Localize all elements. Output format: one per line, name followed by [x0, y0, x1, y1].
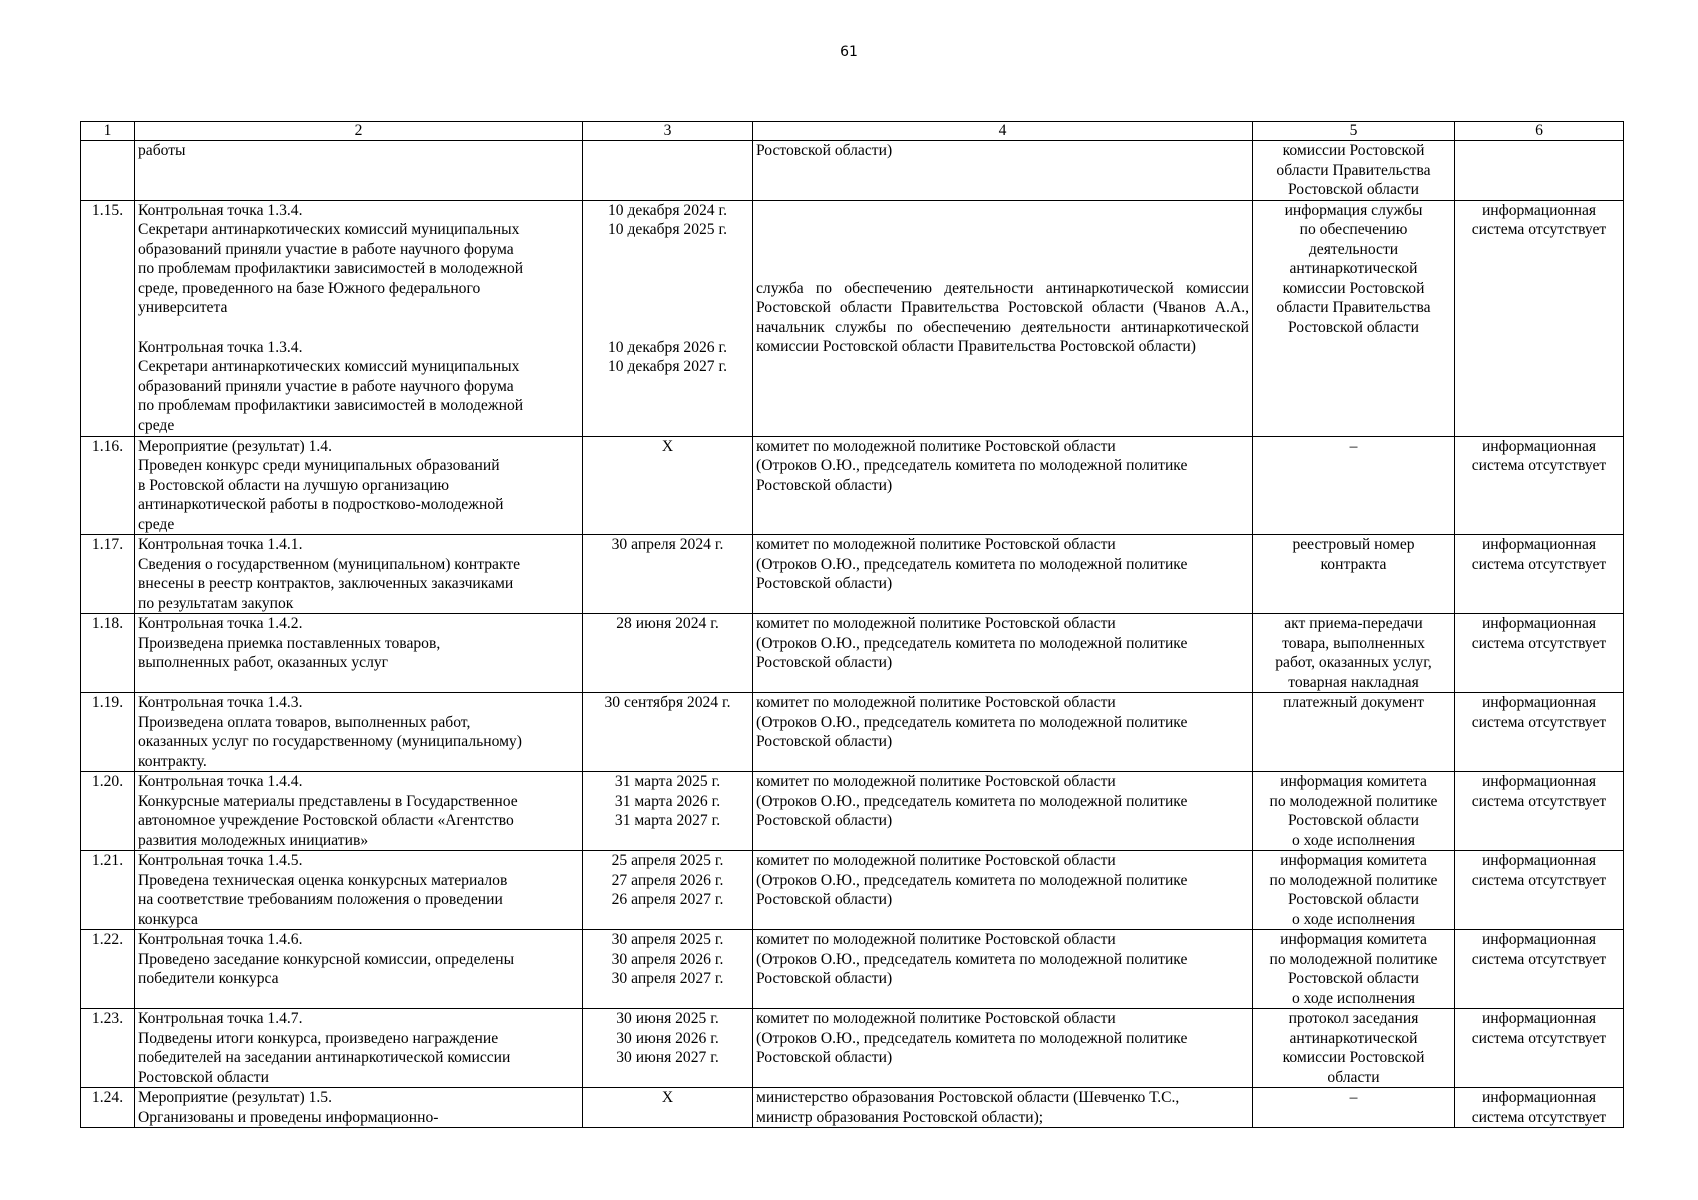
column-number: 2 — [135, 122, 583, 141]
row-dates-part-a: 10 декабря 2024 г. 10 декабря 2025 г. — [607, 201, 728, 238]
row-text: Контрольная точка 1.4.6. Проведено заседание конкурсной комиссии, определены победители конкурса — [135, 930, 583, 1009]
table-row — [81, 141, 1624, 201]
table-row — [81, 772, 1624, 851]
row-system: информационная система отсутствует — [1455, 436, 1624, 535]
row-responsible: комитет по молодежной политике Ростовской области (Отроков О.Ю., председатель комитета по молодежной политике Ростовской области) — [753, 772, 1253, 851]
row-document: информация комитета по молодежной политике Ростовской области о ходе исполнения — [1253, 851, 1455, 930]
table-row — [81, 200, 1624, 436]
row-text-part-a: Контрольная точка 1.3.4. Секретари антинаркотических комиссий муниципальных образований приняли участие в работе научного форума по проблемам профилактики зависимостей в молодежной среде, проведенного на базе Южного федерального университета — [138, 201, 524, 316]
column-number: 6 — [1455, 122, 1624, 141]
row-responsible: комитет по молодежной политике Ростовской области (Отроков О.Ю., председатель комитета по молодежной политике Ростовской области) — [753, 930, 1253, 1009]
plan-table — [80, 121, 1624, 1128]
row-system: информационная система отсутствует — [1455, 200, 1624, 436]
row-dates: 28 июня 2024 г. — [583, 614, 753, 693]
row-text: работы — [135, 141, 583, 201]
row-responsible: комитет по молодежной политике Ростовской области (Отроков О.Ю., председатель комитета по молодежной политике Ростовской области) — [753, 851, 1253, 930]
row-text: Контрольная точка 1.4.2. Произведена приемка поставленных товаров, выполненных работ, оказанных услуг — [135, 614, 583, 693]
table-row — [81, 614, 1624, 693]
row-system: информационная система отсутствует — [1455, 851, 1624, 930]
row-dates: 30 апреля 2024 г. — [583, 535, 753, 614]
row-text: Контрольная точка 1.4.4. Конкурсные материалы представлены в Государственное автономное учреждение Ростовской области «Агентство развития молодежных инициатив» — [135, 772, 583, 851]
row-number: 1.24. — [81, 1088, 135, 1128]
row-dates: 31 марта 2025 г. 31 марта 2026 г. 31 марта 2027 г. — [583, 772, 753, 851]
row-number: 1.22. — [81, 930, 135, 1009]
page-number: 61 — [840, 44, 858, 60]
row-number: 1.20. — [81, 772, 135, 851]
row-number: 1.21. — [81, 851, 135, 930]
row-number: 1.18. — [81, 614, 135, 693]
row-dates: 25 апреля 2025 г. 27 апреля 2026 г. 26 апреля 2027 г. — [583, 851, 753, 930]
row-document: реестровый номер контракта — [1253, 535, 1455, 614]
row-number: 1.19. — [81, 693, 135, 772]
row-dates-part-b: 10 декабря 2026 г. 10 декабря 2027 г. — [607, 338, 728, 375]
row-responsible: министерство образования Ростовской области (Шевченко Т.С., министр образования Ростовской области); — [753, 1088, 1253, 1128]
row-responsible: комитет по молодежной политике Ростовской области (Отроков О.Ю., председатель комитета по молодежной политике Ростовской области) — [753, 535, 1253, 614]
row-responsible — [753, 200, 1253, 436]
row-system: информационная система отсутствует — [1455, 614, 1624, 693]
table-row — [81, 436, 1624, 535]
row-responsible: комитет по молодежной политике Ростовской области (Отроков О.Ю., председатель комитета по молодежной политике Ростовской области) — [753, 614, 1253, 693]
row-dates: Х — [583, 1088, 753, 1128]
row-number: 1.17. — [81, 535, 135, 614]
row-text: Мероприятие (результат) 1.5. Организованы и проведены информационно- — [135, 1088, 583, 1128]
column-number-row — [81, 122, 1624, 141]
row-system: информационная система отсутствует — [1455, 1009, 1624, 1088]
row-responsible: комитет по молодежной политике Ростовской области (Отроков О.Ю., председатель комитета по молодежной политике Ростовской области) — [753, 1009, 1253, 1088]
row-document: протокол заседания антинаркотической комиссии Ростовской области — [1253, 1009, 1455, 1088]
table-row — [81, 1009, 1624, 1088]
row-document: – — [1253, 1088, 1455, 1128]
row-system — [1455, 141, 1624, 201]
row-document: акт приема-передачи товара, выполненных работ, оказанных услуг, товарная накладная — [1253, 614, 1455, 693]
row-dates: 30 сентября 2024 г. — [583, 693, 753, 772]
table-row — [81, 851, 1624, 930]
row-document: платежный документ — [1253, 693, 1455, 772]
column-number: 4 — [753, 122, 1253, 141]
row-document: информация комитета по молодежной политике Ростовской области о ходе исполнения — [1253, 772, 1455, 851]
row-dates — [583, 141, 753, 201]
row-text: Контрольная точка 1.4.7. Подведены итоги конкурса, произведено награждение победителей на заседании антинаркотической комиссии Ростовской области — [135, 1009, 583, 1088]
row-dates: Х — [583, 436, 753, 535]
column-number: 3 — [583, 122, 753, 141]
row-responsible: комитет по молодежной политике Ростовской области (Отроков О.Ю., председатель комитета по молодежной политике Ростовской области) — [753, 693, 1253, 772]
table-row — [81, 1088, 1624, 1128]
row-number: 1.23. — [81, 1009, 135, 1088]
table-row — [81, 535, 1624, 614]
row-responsible-text: служба по обеспечению деятельности антинаркотической комиссии Ростовской области Правительства Ростовской области (Чванов А.А., начальник службы по обеспечению деятельности антинаркотической комиссии Ростовской области Правительства Ростовской области) — [756, 279, 1249, 355]
row-system: информационная система отсутствует — [1455, 772, 1624, 851]
row-number: 1.15. — [81, 200, 135, 436]
table-row — [81, 693, 1624, 772]
row-text: Контрольная точка 1.4.5. Проведена техническая оценка конкурсных материалов на соответствие требованиям положения о проведении конкурса — [135, 851, 583, 930]
column-number: 1 — [81, 122, 135, 141]
row-system: информационная система отсутствует — [1455, 535, 1624, 614]
row-responsible: Ростовской области) — [753, 141, 1253, 201]
row-number — [81, 141, 135, 201]
row-text: Контрольная точка 1.4.1. Сведения о государственном (муниципальном) контракте внесены в реестр контрактов, заключенных заказчиками по результатам закупок — [135, 535, 583, 614]
row-dates: 30 июня 2025 г. 30 июня 2026 г. 30 июня 2027 г. — [583, 1009, 753, 1088]
row-responsible: комитет по молодежной политике Ростовской области (Отроков О.Ю., председатель комитета по молодежной политике Ростовской области) — [753, 436, 1253, 535]
row-system: информационная система отсутствует — [1455, 693, 1624, 772]
row-text-part-b: Контрольная точка 1.3.4. Секретари антинаркотических комиссий муниципальных образований приняли участие в работе научного форума по проблемам профилактики зависимостей в молодежной среде — [138, 338, 524, 434]
row-text — [135, 200, 583, 436]
row-document: информация службы по обеспечению деятельности антинаркотической комиссии Ростовской области Правительства Ростовской области — [1253, 200, 1455, 436]
row-document: – — [1253, 436, 1455, 535]
table-row — [81, 930, 1624, 1009]
row-system: информационная система отсутствует — [1455, 1088, 1624, 1128]
column-number: 5 — [1253, 122, 1455, 141]
row-number: 1.16. — [81, 436, 135, 535]
row-text: Мероприятие (результат) 1.4. Проведен конкурс среди муниципальных образований в Ростовской области на лучшую организацию антинаркотической работы в подростково-молодежной среде — [135, 436, 583, 535]
row-text: Контрольная точка 1.4.3. Произведена оплата товаров, выполненных работ, оказанных услуг по государственному (муниципальному) контракту. — [135, 693, 583, 772]
row-system: информационная система отсутствует — [1455, 930, 1624, 1009]
row-document: информация комитета по молодежной политике Ростовской области о ходе исполнения — [1253, 930, 1455, 1009]
row-dates — [583, 200, 753, 436]
row-document: комиссии Ростовской области Правительства Ростовской области — [1253, 141, 1455, 201]
row-dates: 30 апреля 2025 г. 30 апреля 2026 г. 30 апреля 2027 г. — [583, 930, 753, 1009]
